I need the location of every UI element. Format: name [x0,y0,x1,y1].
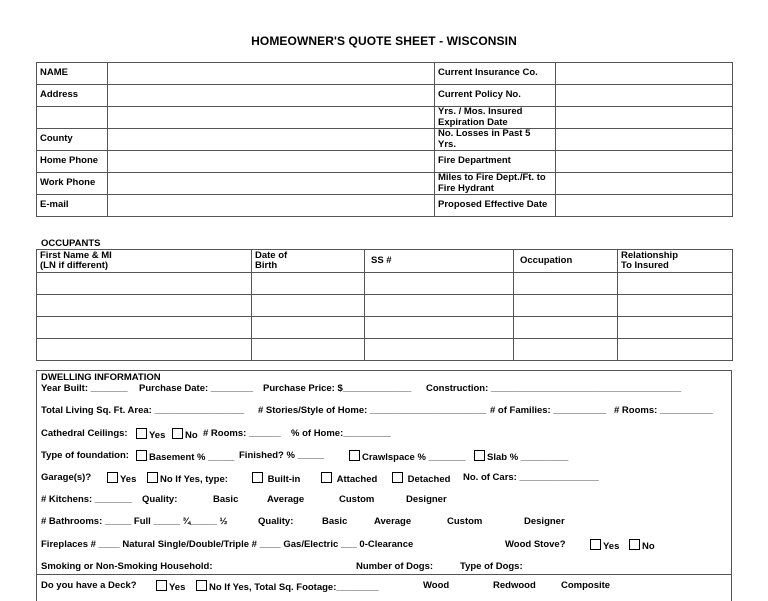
occupant-cell[interactable] [618,295,733,317]
info-label [37,107,108,129]
smoking-field[interactable]: Smoking or Non-Smoking Household: [41,561,213,572]
kitchen-quality-label: Quality: [142,494,178,505]
occupants-label: OCCUPANTS [41,238,101,249]
column-header: Relationship To Insured [618,250,733,273]
occupant-cell[interactable] [37,317,252,339]
info-label: Proposed Effective Date [435,195,556,217]
checkbox-icon[interactable] [321,472,332,483]
bath-custom[interactable]: Custom [447,516,483,527]
occupant-cell[interactable] [252,295,365,317]
checkbox-icon[interactable] [590,539,601,550]
checkbox-icon[interactable] [147,472,158,483]
cathedral-label: Cathedral Ceilings: [41,428,128,439]
column-header: Occupation [514,250,618,273]
bath-average[interactable]: Average [374,516,412,527]
occupant-cell[interactable] [514,273,618,295]
garage-no[interactable]: No If Yes, type: [147,472,228,485]
info-label: Miles to Fire Dept./Ft. to Fire Hydrant [435,173,556,195]
occupant-row [37,339,733,361]
pct-home-field[interactable]: % of Home:_________ [291,428,391,439]
info-value-field[interactable] [556,195,733,217]
checkbox-icon[interactable] [196,580,207,591]
row-divider [36,574,732,575]
occupant-cell[interactable] [618,317,733,339]
construction-field[interactable]: Construction: ____________________________________ [426,383,682,394]
finished-field[interactable]: Finished? % _____ [239,450,325,461]
kitchen-custom[interactable]: Custom [339,494,375,505]
crawlspace-option[interactable]: Crawlspace % _______ [349,450,466,463]
garage-yes[interactable]: Yes [107,472,136,485]
deck-no[interactable]: No If Yes, Total Sq. Footage:________ [196,580,379,593]
info-value-field[interactable] [108,195,435,217]
occupant-cell[interactable] [252,339,365,361]
info-value-field[interactable] [108,63,435,85]
checkbox-icon[interactable] [136,428,147,439]
living-area-field[interactable]: Total Living Sq. Ft. Area: _________________ [41,405,245,416]
policy-info-table [36,62,733,217]
occupant-cell[interactable] [618,273,733,295]
occupant-cell[interactable] [514,295,618,317]
occupant-cell[interactable] [252,317,365,339]
info-label: Current Policy No. [435,85,556,107]
attached-option[interactable]: Attached [321,472,377,485]
cars-field[interactable]: No. of Cars: _______________ [463,472,599,483]
occupant-cell[interactable] [365,295,514,317]
stories-field[interactable]: # Stories/Style of Home: ______________________ [258,405,487,416]
checkbox-icon[interactable] [107,472,118,483]
occupant-cell[interactable] [252,273,365,295]
occupant-cell[interactable] [365,317,514,339]
wood-stove-yes[interactable]: Yes [590,539,619,552]
occupants-table [36,249,733,361]
occupant-cell[interactable] [365,339,514,361]
info-value-field[interactable] [108,173,435,195]
occupant-cell[interactable] [37,273,252,295]
builtin-option[interactable]: Built-in [252,472,300,485]
num-dogs-field[interactable]: Number of Dogs: [356,561,434,572]
info-row [37,107,733,129]
info-value-field[interactable] [556,63,733,85]
info-label: E-mail [37,195,108,217]
occupants-header-row [37,250,733,273]
checkbox-icon[interactable] [252,472,263,483]
checkbox-icon[interactable] [474,450,485,461]
slab-option[interactable]: Slab % _________ [474,450,568,463]
occupant-cell[interactable] [37,295,252,317]
deck-label: Do you have a Deck? [41,580,137,591]
cathedral-rooms-field[interactable]: # Rooms: ______ [203,428,281,439]
occupant-cell[interactable] [365,273,514,295]
info-row [37,129,733,151]
occupant-row [37,273,733,295]
page-title: HOMEOWNER'S QUOTE SHEET - WISCONSIN [251,34,517,48]
info-label: Fire Department [435,151,556,173]
info-row [37,151,733,173]
info-value-field[interactable] [556,151,733,173]
bath-basic[interactable]: Basic [322,516,348,527]
deck-composite[interactable]: Composite [561,580,611,591]
info-label: No. Losses in Past 5 Yrs. [435,129,556,151]
foundation-label: Type of foundation: [41,450,129,461]
deck-redwood[interactable]: Redwood [493,580,536,591]
purchase-price-field[interactable]: Purchase Price: $_____________ [263,383,412,394]
column-header: First Name & MI (LN if different) [37,250,252,273]
basement-option[interactable]: Basement % _____ [136,450,235,463]
info-value-field[interactable] [556,129,733,151]
info-label: NAME [37,63,108,85]
families-field[interactable]: # of Families: __________ [490,405,607,416]
checkbox-icon[interactable] [629,539,640,550]
kitchen-average[interactable]: Average [267,494,305,505]
fireplaces-field[interactable]: Fireplaces # ____ Natural Single/Double/Triple # ____ Gas/Electric ___ 0-Clearance [41,539,414,550]
deck-wood[interactable]: Wood [423,580,450,591]
rooms-field[interactable]: # Rooms: __________ [614,405,713,416]
column-header: SS # [365,250,514,273]
year-built-field[interactable]: Year Built: _______ [41,383,128,394]
detached-option[interactable]: Detached [392,472,450,485]
cathedral-yes[interactable]: Yes [136,428,165,441]
info-row [37,173,733,195]
info-label: County [37,129,108,151]
checkbox-icon[interactable] [136,450,147,461]
purchase-date-field[interactable]: Purchase Date: ________ [139,383,254,394]
info-value-field[interactable] [108,151,435,173]
bathrooms-field[interactable]: # Bathrooms: _____ Full _____ ¾_____ ½ [41,516,228,527]
info-label: Current Insurance Co. [435,63,556,85]
checkbox-icon[interactable] [349,450,360,461]
dwelling-heading: DWELLING INFORMATION [41,372,161,383]
kitchen-basic[interactable]: Basic [213,494,239,505]
info-value-field[interactable] [556,173,733,195]
wood-stove-no[interactable]: No [629,539,655,552]
checkbox-icon[interactable] [156,580,167,591]
info-value-field[interactable] [108,85,435,107]
info-row [37,195,733,217]
info-label: Work Phone [37,173,108,195]
kitchen-designer[interactable]: Designer [406,494,447,505]
type-dogs-field[interactable]: Type of Dogs: [460,561,523,572]
info-value-field[interactable] [108,129,435,151]
bath-designer[interactable]: Designer [524,516,565,527]
occupant-row [37,295,733,317]
wood-stove-label: Wood Stove? [505,539,566,550]
occupant-cell[interactable] [514,339,618,361]
info-value-field[interactable] [108,107,435,129]
cathedral-no[interactable]: No [172,428,198,441]
occupant-cell[interactable] [514,317,618,339]
occupant-cell[interactable] [618,339,733,361]
info-row [37,85,733,107]
info-label: Home Phone [37,151,108,173]
bath-quality-label: Quality: [258,516,294,527]
info-value-field[interactable] [556,107,733,129]
deck-yes[interactable]: Yes [156,580,185,593]
checkbox-icon[interactable] [392,472,403,483]
info-label: Yrs. / Mos. Insured Expiration Date [435,107,556,129]
garage-label: Garage(s)? [41,472,92,483]
info-value-field[interactable] [556,85,733,107]
checkbox-icon[interactable] [172,428,183,439]
occupant-cell[interactable] [37,339,252,361]
kitchens-field[interactable]: # Kitchens: _______ [41,494,132,505]
info-row [37,63,733,85]
column-header: Date of Birth [252,250,365,273]
info-label: Address [37,85,108,107]
occupant-row [37,317,733,339]
